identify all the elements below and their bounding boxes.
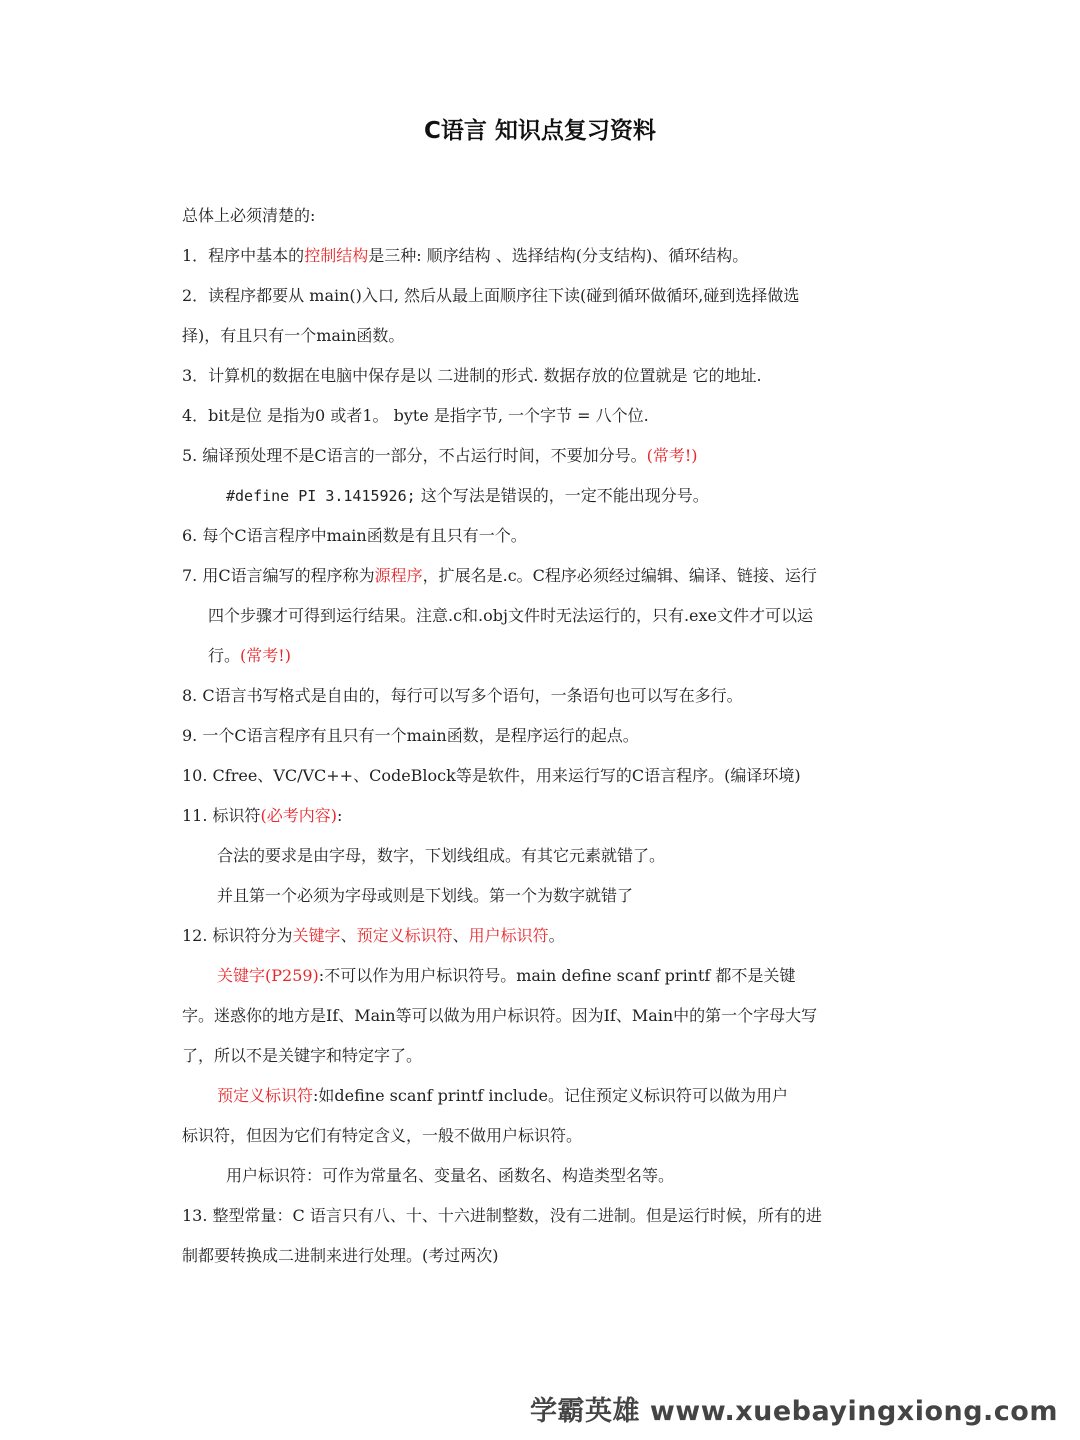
page-title: C语言 知识点复习资料 [424, 118, 656, 144]
item-2-line2: 择)，有且只有一个main函数。 [182, 326, 405, 345]
item-5-text: 5. 编译预处理不是C语言的一部分，不占运行时间，不要加分号。 [182, 446, 647, 465]
item-13-line1: 13. 整型常量：C 语言只有八、十、十六进制整数，没有二进制。但是运行时候，所有的进 [182, 1206, 822, 1225]
item-7-text: 7. 用C语言编写的程序称为 [182, 566, 375, 585]
intro-line: 总体上必须清楚的: [182, 206, 316, 225]
item-12-predefined-line1 [182, 1076, 902, 1116]
item-12-user: 用户标识符 [468, 926, 549, 945]
item-5-highlight: (常考!) [646, 446, 698, 465]
item-13-line2: 制都要转换成二进制来进行处理。(考过两次) [182, 1246, 499, 1265]
item-7-line3-text: 行。 [208, 646, 241, 665]
item-5-code: #define PI 3.1415926; [226, 487, 416, 505]
item-7-line3 [182, 636, 902, 676]
item-4: 4．bit是位 是指为0 或者1。 byte 是指字节, 一个字节 = 八个位. [182, 406, 649, 425]
item-12-keyword: 关键字 [292, 926, 341, 945]
item-1-text: 1．程序中基本的 [182, 246, 305, 265]
item-11-line2: 合法的要求是由字母，数字，下划线组成。有其它元素就错了。 [217, 846, 666, 865]
item-12-keyword-line1 [182, 956, 902, 996]
item-7-rest: ，扩展名是.c。C程序必须经过编辑、编译、链接、运行 [422, 566, 817, 585]
item-11-line3: 并且第一个必须为字母或则是下划线。第一个为数字就错了 [217, 886, 634, 905]
document-body [182, 196, 902, 1276]
item-12-keyword-line2: 字。迷惑你的地方是If、Main等可以做为用户标识符。因为If、Main中的第一个字母大写 [182, 1006, 818, 1025]
item-7-highlight: 源程序 [374, 566, 423, 585]
item-6: 6. 每个C语言程序中main函数是有且只有一个。 [182, 526, 527, 545]
predefined-text: :如define scanf printf include。记住预定义标识符可以做为用户 [313, 1086, 788, 1105]
item-5-code-line [182, 476, 902, 516]
item-12-predefined-line2: 标识符，但因为它们有特定含义，一般不做用户标识符。 [182, 1126, 583, 1145]
item-10: 10. Cfree、VC/VC++、CodeBlock等是软件，用来运行写的C语言程序。(编译环境) [182, 766, 801, 785]
item-7-line3-highlight: (常考!) [240, 646, 291, 665]
item-1-rest: 是三种: 顺序结构 、选择结构(分支结构)、循环结构。 [368, 246, 749, 265]
item-12 [182, 916, 902, 956]
item-11-text: 11. 标识符 [182, 806, 261, 825]
item-2-line1: 2．读程序都要从 main()入口, 然后从最上面顺序往下读(碰到循环做循环,碰到选择做选 [182, 286, 800, 305]
site-watermark: 学霸英雄 www.xuebayingxiong.com [529, 1396, 1058, 1427]
item-11 [182, 796, 902, 836]
item-7-line1 [182, 556, 902, 596]
item-12-user-line: 用户标识符：可作为常量名、变量名、函数名、构造类型名等。 [226, 1166, 675, 1185]
item-5-note: 这个写法是错误的，一定不能出现分号。 [415, 486, 709, 505]
predefined-label: 预定义标识符 [217, 1086, 314, 1105]
keyword-label: 关键字(P259) [217, 966, 319, 985]
item-1-highlight: 控制结构 [304, 246, 369, 265]
item-11-colon: : [337, 806, 343, 825]
item-11-highlight: (必考内容) [260, 806, 338, 825]
item-12-predefined: 预定义标识符 [356, 926, 453, 945]
item-12-sep2: 、 [452, 926, 469, 945]
item-9: 9. 一个C语言程序有且只有一个main函数，是程序运行的起点。 [182, 726, 639, 745]
item-7-line2: 四个步骤才可得到运行结果。注意.c和.obj文件时无法运行的，只有.exe文件才可以运 [208, 606, 814, 625]
item-1 [182, 236, 902, 276]
item-12-end: 。 [548, 926, 565, 945]
item-8: 8. C语言书写格式是自由的，每行可以写多个语句，一条语句也可以写在多行。 [182, 686, 743, 705]
item-5 [182, 436, 902, 476]
item-12-text: 12. 标识符分为 [182, 926, 293, 945]
item-3: 3．计算机的数据在电脑中保存是以 二进制的形式. 数据存放的位置就是 它的地址. [182, 366, 762, 385]
keyword-text: :不可以作为用户标识符号。main define scanf printf 都不是关键 [318, 966, 796, 985]
item-12-keyword-line3: 了，所以不是关键字和特定字了。 [182, 1046, 423, 1065]
item-12-sep1: 、 [340, 926, 357, 945]
